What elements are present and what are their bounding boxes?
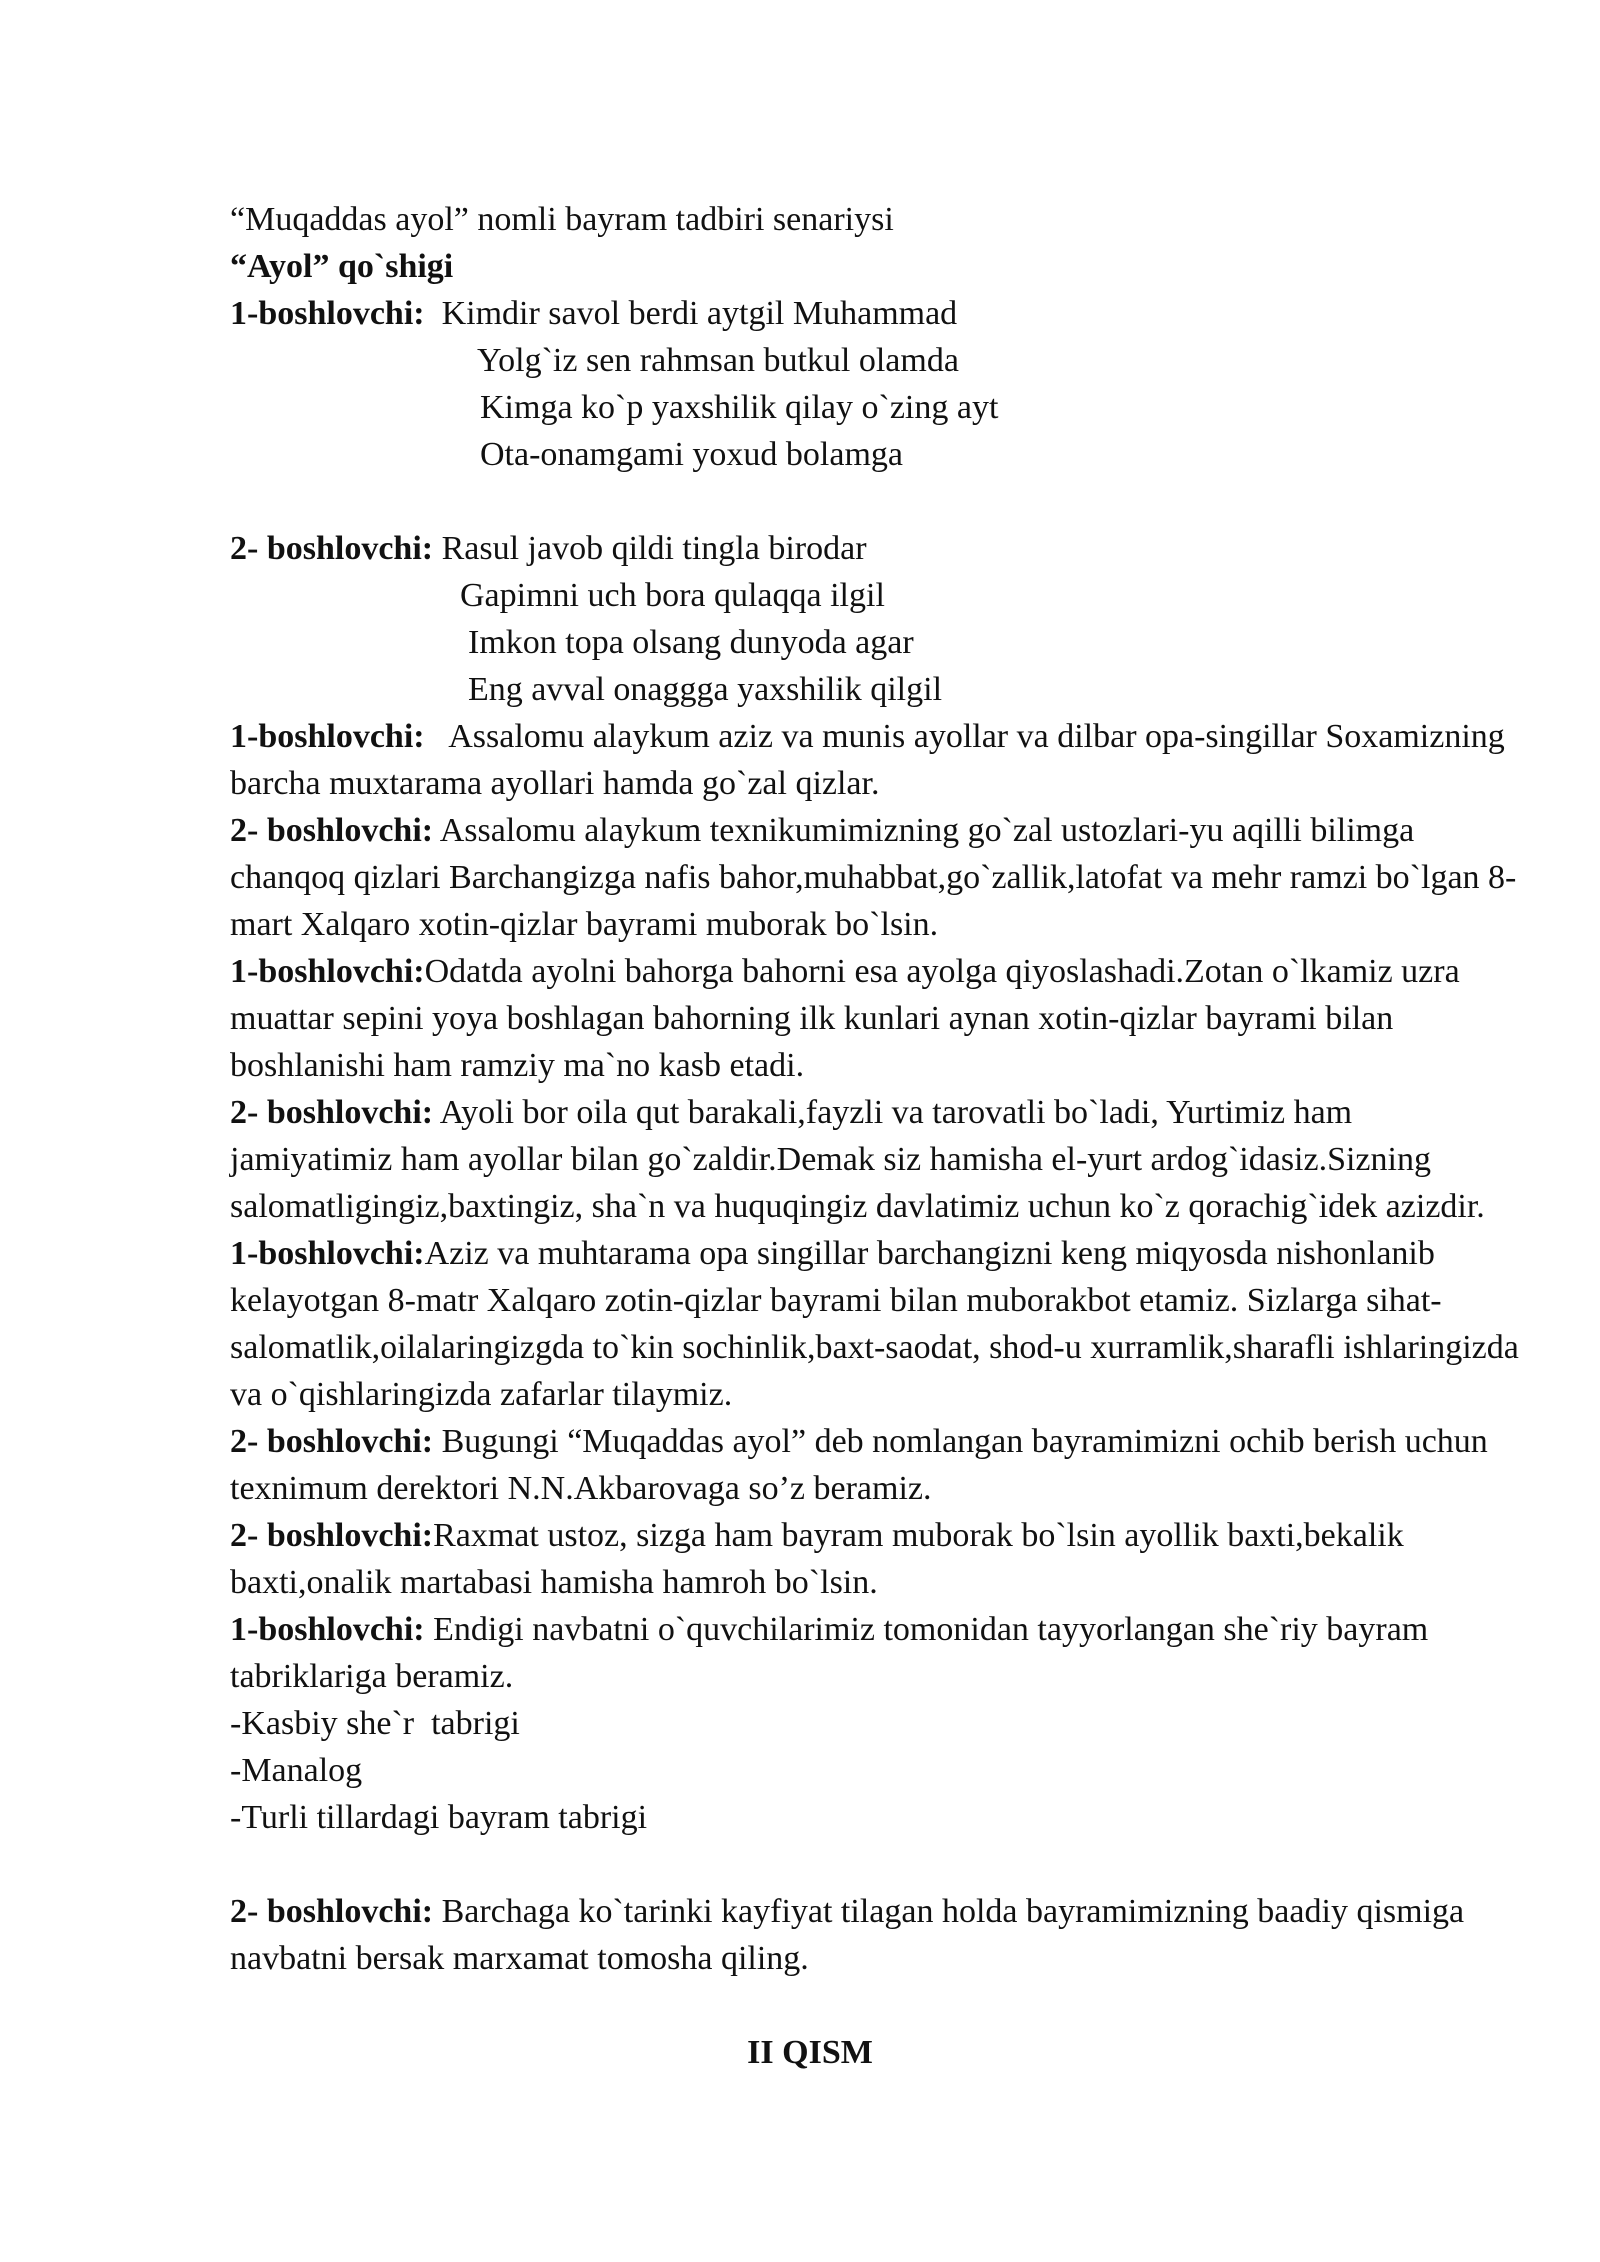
spacer [230,478,1520,525]
program-item: -Manalog [230,1752,363,1789]
speaker-label: 1-boshlovchi: [230,953,425,990]
verse2-line-2: Gapimni uch bora qulaqqa ilgil [460,577,885,614]
verse1-line-4: Ota-onamgami yoxud bolamga [480,436,904,473]
spacer [230,1841,1520,1888]
dialogue-paragraph: 2- boshlovchi: Ayoli bor oila qut barakali,fayzli va tarovatli bo`ladi, Yurtimiz ham jamiyatimiz ham ayollar bilan go`zaldir.Demak siz hamisha el-yurt ardog`idasiz.Sizning salomatligingiz,baxtingiz, sha`n va huquqingiz davlatimiz uchun ko`z qorachig`idek azizdir. [230,1094,1485,1225]
dialogue-paragraph: 1-boshlovchi: Assalomu alaykum aziz va munis ayollar va dilbar opa-singillar Soxamizning barcha muxtarama ayollari hamda go`zal qizlar. [230,718,1505,802]
program-item: -Turli tillardagi bayram tabrigi [230,1799,648,1836]
verse2-line-1: 2- boshlovchi: Rasul javob qildi tingla birodar [230,530,867,567]
song-title: “Ayol” qo`shigi [230,248,454,285]
dialogue-paragraph: 1-boshlovchi:Aziz va muhtarama opa singillar barchangizni keng miqyosda nishonlanib kelayotgan 8-matr Xalqaro zotin-qizlar bayrami bilan muborakbot etamiz. Sizlarga sihat-salomatlik,oilalaringizgda to`kin sochinlik,baxt-saodat, shod-u xurramlik,sharafli ishlaringizda va o`qishlaringizda zafarlar tilaymiz. [230,1235,1519,1413]
speaker-label: 1-boshlovchi: [230,295,425,332]
verse1-line-2: Yolg`iz sen rahmsan butkul olamda [477,342,959,379]
program-item: -Kasbiy she`r tabrigi [230,1705,520,1742]
speaker-label: 1-boshlovchi: [230,1235,425,1272]
speaker-label: 1-boshlovchi: [230,1611,425,1648]
verse2-line-4: Eng avval onaggga yaxshilik qilgil [468,671,943,708]
section-heading: II QISM [747,2034,873,2071]
speaker-label: 2- boshlovchi: [230,1094,434,1131]
verse2-line-3: Imkon topa olsang dunyoda agar [468,624,914,661]
verse1-line-1: 1-boshlovchi: Kimdir savol berdi aytgil Muhammad [230,295,958,332]
document-page [230,196,1520,2076]
spacer [230,1982,1520,2029]
speaker-label: 2- boshlovchi: [230,812,434,849]
speaker-label: 1-boshlovchi: [230,718,425,755]
dialogue-paragraph: 2- boshlovchi: Bugungi “Muqaddas ayol” deb nomlangan bayramimizni ochib berish uchun texnimum derektori N.N.Akbarovaga so’z beramiz. [230,1423,1488,1507]
dialogue-paragraph: 1-boshlovchi: Endigi navbatni o`quvchilarimiz tomonidan tayyorlangan she`riy bayram tabriklariga beramiz. [230,1611,1429,1695]
document-title: “Muqaddas ayol” nomli bayram tadbiri senariysi [230,201,894,238]
closing-paragraph: 2- boshlovchi: Barchaga ko`tarinki kayfiyat tilagan holda bayramimizning baadiy qismiga navbatni bersak marxamat tomosha qiling. [230,1893,1465,1977]
dialogue-paragraph: 1-boshlovchi:Odatda ayolni bahorga bahorni esa ayolga qiyoslashadi.Zotan o`lkamiz uzra muattar sepini yoya boshlagan bahorning ilk kunlari aynan xotin-qizlar bayrami bilan boshlanishi ham ramziy ma`no kasb etadi. [230,953,1460,1084]
dialogue-paragraph: 2- boshlovchi:Raxmat ustoz, sizga ham bayram muborak bo`lsin ayollik baxti,bekalik baxti,onalik martabasi hamisha hamroh bo`lsin. [230,1517,1404,1601]
speaker-label: 2- boshlovchi: [230,1893,434,1930]
speaker-label: 2- boshlovchi: [230,530,434,567]
speaker-label: 2- boshlovchi: [230,1517,434,1554]
verse1-line-3: Kimga ko`p yaxshilik qilay o`zing ayt [480,389,999,426]
dialogue-paragraph: 2- boshlovchi: Assalomu alaykum texnikumimizning go`zal ustozlari-yu aqilli bilimga chanqoq qizlari Barchangizga nafis bahor,muhabbat,go`zallik,latofat va mehr ramzi bo`lgan 8-mart Xalqaro xotin-qizlar bayrami muborak bo`lsin. [230,812,1517,943]
speaker-label: 2- boshlovchi: [230,1423,434,1460]
